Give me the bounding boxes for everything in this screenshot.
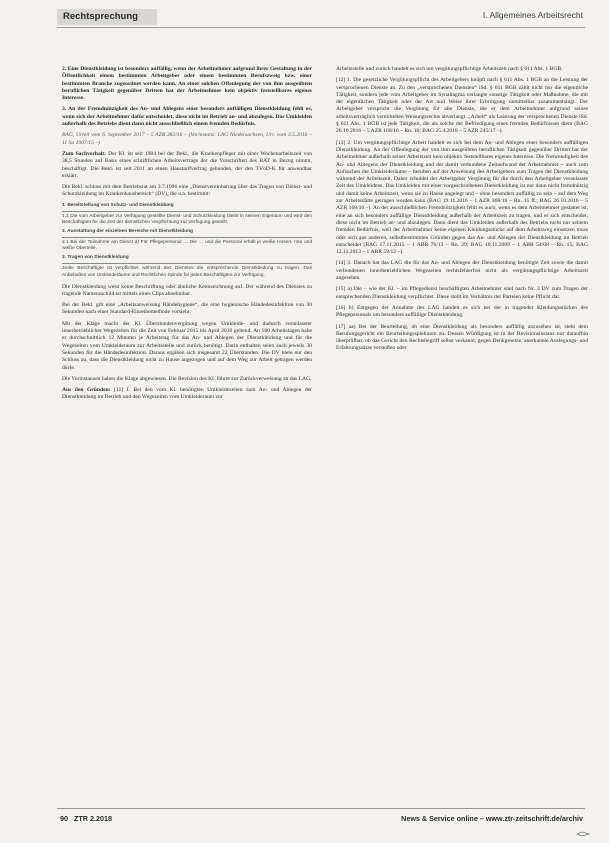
- regulation-rule: [62, 211, 312, 212]
- category-header: I. Allgemeines Arbeitsrecht: [482, 10, 583, 20]
- regulation-heading-3: 3. Tragen von Dienstkleidung: [62, 255, 129, 261]
- decision-citation: BAG, Urteil vom 6. September 2017 – 5 AZR 382/16 – (Vorinstanz: LAG Niedersachsen, Urt. vom 3.5.2016 – 11 Sa 1007/15 –): [62, 132, 312, 146]
- regulation-text-1: 1.1 Die vom Arbeitgeber zur Verfügung gestellte Dienst- und Schutzkleidung bleibt in seinem Eigentum und wird den Beschäftigten für die Zeit der dienstlichen Verpflichtung zur Verfügung gestellt.: [62, 213, 312, 225]
- body-paragraph: [15] a) Die – wie der Kl. – im Pflegedienst beschäftigten Arbeitnehmer sind nach Nr. 3 DV zum Tragen der entsprechenden Dienstkleidung verpflichtet. Diese stellt im Verhältnis der Parteien keine Pflicht dar.: [336, 286, 588, 300]
- header-rule: [57, 27, 585, 28]
- gruende-text: [11] I. Bei den vom Kl. benötigten Umkleidezeiten zum An- und Ablegen der Dienstkleidung im Betrieb und den Wegezeiten vom Umkleideraum zur: [62, 387, 313, 401]
- sachverhalt-paragraph-1: [62, 151, 312, 180]
- body-paragraph: [13] 2. Um vergütungspflichtige Arbeit handelt es sich bei dem An- und Ablegen einer besonders auffälligen Dienstkleidung. An der Offenlegung der von ihm ausgeübten beruflichen Tätigkeit gegenüber Dritten hat der Arbeitnehmer außerhalb seiner Arbeitszeit kein objektiv feststellbares eigenes Interesse. Die Notwendigkeit des An- und Ablegens der Dienstkleidung und der damit verbundene Zeitaufwand der Arbeitnehmer – auch zum Aufsuchen der Umkleideräume – beruhen auf der Anweisung des Arbeitgebers zum Tragen der Dienstkleidung während der Arbeitszeit. Daher schuldet der Arbeitgeber Vergütung für die durch den Arbeitgeber veranlasste Zeit des Umkleidens. Das Umkleiden mit einer vorgeschriebenen Dienstkleidung ist nur dann nicht fremdnützig und damit keine Arbeitszeit, wenn sie zu Hause angelegt und – ohne besonders auffällig zu sein – auf dem Weg zur Arbeitsstätte getragen werden kann (BAG 19.11.2016 – 1 AZR 368/16 – Rn. 15 ff.; BAG 26.10.2016 – 5 AZR 168/16 –). An der ausschließlichen Fremdnützigkeit fehlt es auch, wenn es dem Arbeitnehmer gestattet ist, eine an sich besonders auffällige Dienstkleidung außerhalb der Arbeitszeit zu tragen, und er sich entscheidet, diese nicht im Betrieb an- und abzulegen. Dann dient das Umkleiden außerhalb des Betriebs nicht nur seinem fremden Bedürfnis, weil der Arbeitnehmer keine eigenen Kleidungsstücke auf dem Arbeitsweg einsetzen muss oder sich aus anderen, selbstbestimmten Gründen gegen das An- und Ablegen der Dienstkleidung im Betrieb entscheidet (BAG 17.11.2015 – 1 ABR 76/13 – Rn. 29; BAG 10.11.2009 – 1 ABR 54/08 – Rn. 15; BAG 12.11.2013 – 1 ABR 59/12 –).: [336, 139, 588, 256]
- sachverhalt-lead: Zum Sachverhalt:: [62, 150, 107, 157]
- regulation-rule: [62, 263, 312, 264]
- regulation-heading-2: 2. Ausstattung der einzelnen Bereiche mit Dienstkleidung: [62, 229, 193, 235]
- body-paragraph: Die Dienstkleidung weist keine Beschriftung oder ähnliche Kennzeichnung auf. Der während des Dienstes zu tragende Namensschild ist mittels eines Clips abnehmbar.: [62, 283, 312, 297]
- regulation-text-3: Jeder Beschäftigte ist verpflichtet während des Dienstes die entsprechende Dienstkleidung zu tragen. Das Anbehalten von Umkleideräume und Rechtlichen Spinde für jedes Beschäftigten zur Verfügung.: [62, 266, 312, 278]
- body-paragraph: [12] 1. Die gesetzliche Vergütungspflicht des Arbeitgebers knüpft nach § 611 Abs. 1 BGB an die Leistung der versprochenen Dienste an. Zu den „versprochenen Diensten“ iSd. § 611 BGB zählt nicht nur die eigentliche Tätigkeit, sondern jede vom Arbeitgeber im Synallagma verlangte sonstige Tätigkeit oder Maßnahme, die mit der eigentlichen Tätigkeit oder der Art und Weise ihrer Erbringung unmittelbar zusammenhängt. Der Arbeitgeber verspricht die Vergütung für alle Dienste, die er dem Arbeitnehmer aufgrund seines arbeitsvertraglich vermittelten Weisungsrechts abverlangt. „Arbeit“ als Leistung der versprochenen Dienste iSd. § 611 Abs. 1 BGB ist jede Tätigkeit, die als solche der Befriedigung eines fremden Bedürfnisses dient (BAG 26.10.2016 – 5 AZR 168/16 – Rn. 10; BAG 25.4.2018 – 5 AZR 245/17 –).: [336, 77, 588, 135]
- body-paragraph: Die Vorinstanzen haben die Klage abgewiesen. Die Revision des Kl. führte zur Zurückverweisung an das LAG.: [62, 375, 312, 382]
- page-number: 90: [60, 814, 68, 823]
- gruende-paragraph: [62, 387, 312, 402]
- regulation-heading-1: 1. Bereitstellung von Schutz- und Dienstkleidung: [62, 202, 174, 208]
- body-paragraph: Mit der Klage macht der Kl. Überstundenvergütung wegen Umkleide- und dadurch veranlasster innerbetrieblicher Wegezeiten für die Zeit von Februar 2015 bis April 2016 geltend. An 180 Arbeitstagen habe er durchschnittlich 12 Minuten je Arbeitstag für das An- und Ablegen der Dienstkleidung und für die Wegezeiten vom Umkleideraum zur Arbeitsstelle und zurück benötigt. Darin enthalten seien auch jeweils 30 Sekunden für die Händedesinfektion. Daraus ergäben sich insgesamt 22 Überstunden. Die DV biete nur den Schluss zu, dass die Dienstkleidung nicht zu Hause angezogen und auf dem Weg zur Arbeit getragen werden dürfe.: [62, 320, 312, 371]
- regulation-rule: [62, 237, 312, 238]
- sachverhalt-paragraph-2: Die Bekl. schloss mit dem Betriebsrat am 3.7.1996 eine „Dienstvereinbarung über das Tragen von Dienst- und Schutzkleidung im Krankenhausbereich“ (DV), die u.a. bestimmt:: [62, 184, 312, 198]
- leitsatz-2: 2. Eine Dienstkleidung ist besonders auffällig, wenn der Arbeitnehmer aufgrund ihrer Gestaltung in der Öffentlichkeit einem bestimmten Arbeitgeber oder einem bestimmten Berufszweig bzw. einer bestimmten Branche zugeordnet werden kann. An einer solchen Offenlegung der von ihm ausgeübten beruflichen Tätigkeit gegenüber Dritten hat der Arbeitnehmer kein objektiv feststellbares eigenes Interesse.: [62, 66, 312, 102]
- body-paragraph: [14] 3. Danach hat das LAG die für das An- und Ablegen der Dienstkleidung benötigte Zeit sowie die damit verbundenen innerbetrieblichen Wegezeiten rechtsfehlerfrei nicht als vergütungspflichtige Arbeitszeit angesehen.: [336, 260, 588, 282]
- footer-rule: [57, 808, 585, 809]
- leitsatz-3: 3. An der Fremdnützigkeit des An- und Ablegens einer besonders auffälligen Dienstkleidung fehlt es, wenn sich der Arbeitnehmer dafür entscheidet, diese nicht im Betrieb an- und abzulegen. Das Umkleiden außerhalb des Betriebs dient dann nicht ausschließlich einem fremden Bedürfnis.: [62, 106, 312, 128]
- footer-left: [60, 814, 112, 823]
- body-paragraph: Bei der Bekl. gilt eine „Arbeitsanweisung Händehygiene“, die eine hygienische Händedesinfektion von 30 Sekunden nach einer Standard-Einreibemethode vorsieht.: [62, 302, 312, 316]
- quoted-regulation: [62, 203, 312, 279]
- journal-issue: ZTR 2.2018: [74, 814, 112, 823]
- body-paragraph: [16] b) Entgegen der Annahme des LAG handelt es sich bei der in tragender Kleidungsstücken des Pflegepersonals um besonders auffällige Dienstkleidung.: [336, 304, 588, 319]
- section-header: Rechtsprechung: [57, 9, 157, 25]
- footer-archive-link: News & Service online – www.ztr-zeitschrift.de/archiv: [401, 814, 583, 823]
- gruende-lead: Aus den Gründen:: [62, 387, 111, 394]
- left-column: [62, 66, 312, 406]
- body-paragraph: Arbeitsstelle und zurück handelt es sich um vergütungspflichtige Arbeitszeit nach § 611 Abs. 1 BGB.: [336, 66, 563, 72]
- scan-mark-icon: [576, 830, 590, 838]
- sachverhalt-text-1: Der Kl. ist seit 1984 bei der Bekl., die Krankenpfleger mit einer Wochenarbeitszeit von 38,5 Stunden auf Basis eines schriftlichen Arbeitsvertrags der die Vorschriften des BAT in Bezug nimmt, beschäftigt. Die Bekl. ist seit 2011 an einen Haustarifvertrag gebunden, der den TVöD-K für anwendbar erklärt.: [62, 150, 312, 179]
- regulation-text-2: 2.1 Bei der Teilnahme am Dienst a) Für Pflegepersonal … Die … und die Personal erhält je weiße Hosen, rote und weiße Oberteile.: [62, 240, 312, 252]
- right-column: [336, 66, 588, 357]
- body-paragraph: [17] aa) Bei der Beurteilung, ob eine Dienstkleidung als besonders auffällig anzusehen ist, steht dem Berufungsgericht ein Beurteilungsspielraum zu. Dessen Würdigung ist in der Revisionsinstanz nur daraufhin überprüfbar, ob das Gericht den Rechtsbegriff selbst verkannt, gegen Denkgesetze, anerkannte Auslegungs- und Erfahrungssätze verstoßen oder: [336, 323, 588, 352]
